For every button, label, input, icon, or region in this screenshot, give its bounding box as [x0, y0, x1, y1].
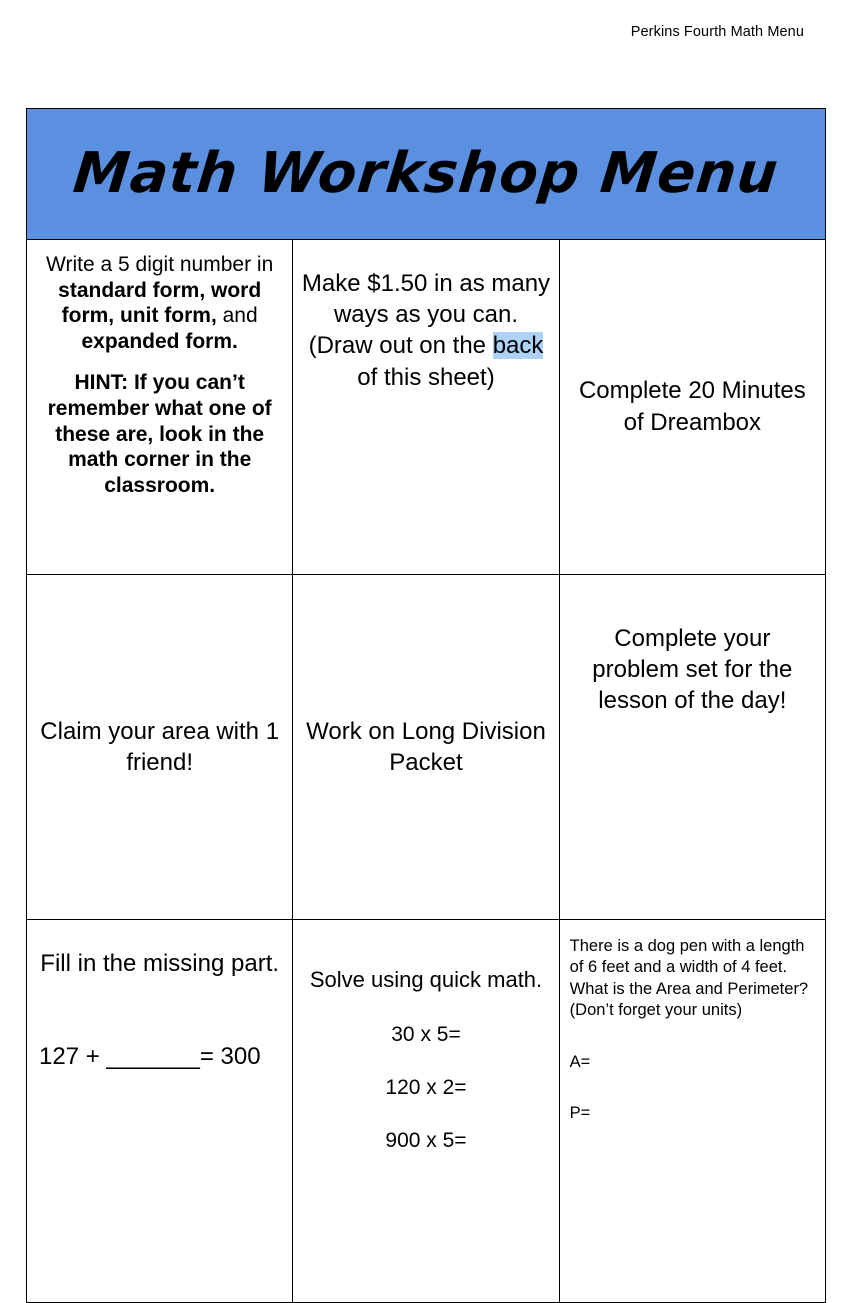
task-text-quick-math: Solve using quick math. — [309, 967, 543, 992]
dog-pen-area-label: A= — [569, 1052, 591, 1071]
menu-title-text: Math Workshop Menu — [70, 141, 782, 206]
document-header-title: Perkins Fourth Math Menu — [630, 24, 804, 40]
task-text-part1: Write a 5 digit number in — [46, 253, 274, 276]
table-row — [27, 920, 826, 1303]
task-hint-text: HINT: If you can’t remember what one of these are, look in the math corner in the classroom. — [47, 371, 272, 497]
math-menu-table-wrapper — [26, 108, 826, 1303]
table-row — [27, 575, 826, 920]
task-cell-quick-math[interactable] — [293, 920, 559, 1303]
task-cell-place-value[interactable] — [27, 240, 293, 575]
task-cell-claim-area[interactable] — [27, 575, 293, 920]
task-cell-dog-pen[interactable] — [559, 920, 825, 1303]
task-text-dog-pen: There is a dog pen with a length of 6 feet and a width of 4 feet. What is the Area and Perimeter? (Don’t forget your units) — [569, 937, 809, 1020]
quick-math-problem-2: 120 x 2= — [385, 1075, 467, 1099]
task-text-bold2: expanded form. — [81, 329, 238, 353]
task-text-part2: and — [216, 304, 258, 328]
task-hint-place-value — [35, 370, 284, 498]
task-text-long-division: Work on Long Division Packet — [306, 717, 546, 776]
menu-title-cell — [27, 109, 826, 240]
task-cell-dreambox[interactable] — [559, 240, 825, 575]
task-text-claim-area: Claim your area with 1 friend! — [40, 717, 280, 776]
task-text-place-value — [35, 252, 284, 354]
task-text-missing-part: Fill in the missing part. — [40, 950, 280, 977]
quick-math-problem-3: 900 x 5= — [385, 1129, 467, 1153]
task-text-money-post: of this sheet) — [357, 363, 495, 391]
table-row — [27, 240, 826, 575]
task-cell-problem-set[interactable] — [559, 575, 825, 920]
task-cell-long-division[interactable] — [293, 575, 559, 920]
quick-math-problem-1: 30 x 5= — [391, 1022, 461, 1046]
task-text-money-line2 — [301, 330, 550, 392]
table-title-row — [27, 109, 826, 240]
task-cell-money[interactable] — [293, 240, 559, 575]
task-text-money-line1: Make $1.50 in as many ways as you can. — [301, 270, 551, 329]
task-text-money-pre: (Draw out on the — [308, 332, 493, 360]
task-text-money-highlight: back — [492, 332, 544, 360]
math-menu-table — [26, 108, 826, 1303]
task-cell-missing-part[interactable] — [27, 920, 293, 1303]
task-text-problem-set: Complete your problem set for the lesson of the day! — [592, 625, 793, 715]
task-text-bold1: standard form, word form, unit form, — [58, 278, 262, 328]
task-equation-missing-part: 127 + _______= 300 — [39, 1043, 261, 1071]
task-text-dreambox: Complete 20 Minutes of Dreambox — [578, 377, 806, 436]
dog-pen-perimeter-label: P= — [569, 1104, 591, 1123]
